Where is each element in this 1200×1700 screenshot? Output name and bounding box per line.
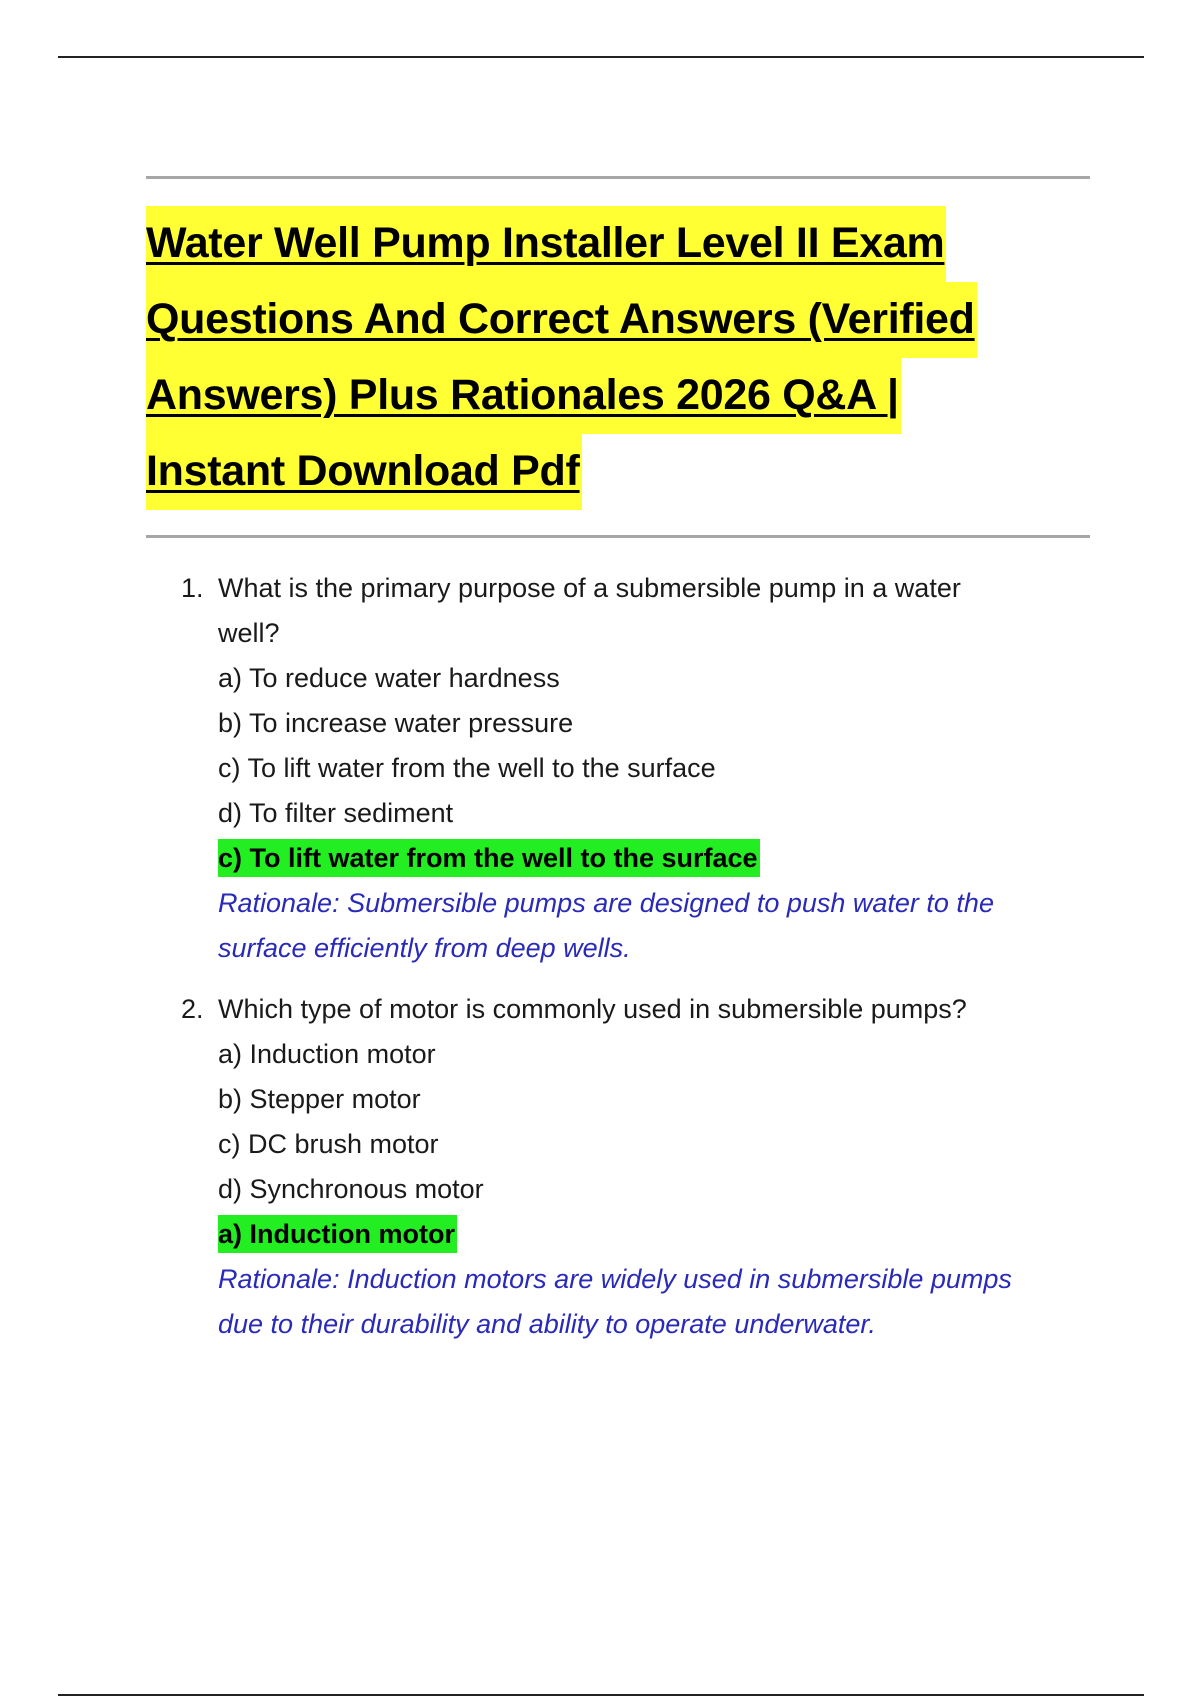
question-body bbox=[218, 566, 1098, 971]
page-footer-rule bbox=[58, 1694, 1144, 1696]
correct-answer: a) Induction motor bbox=[218, 1215, 457, 1253]
rationale-line: due to their durability and ability to operate underwater. bbox=[218, 1309, 876, 1339]
title-line: Instant Download Pdf bbox=[146, 434, 582, 510]
rationale-line: surface efficiently from deep wells. bbox=[218, 933, 631, 963]
rationale-line: Rationale: Submersible pumps are designed to push water to the bbox=[218, 888, 994, 918]
question-list bbox=[0, 566, 1200, 1363]
question-text-line: Which type of motor is commonly used in submersible pumps? bbox=[218, 994, 967, 1024]
page-header-rule bbox=[58, 56, 1144, 58]
question-text-line: well? bbox=[218, 618, 280, 648]
title-line: Answers) Plus Rationales 2026 Q&A | bbox=[146, 358, 901, 434]
question-text-line: What is the primary purpose of a submersible pump in a water bbox=[218, 573, 961, 603]
answer-option: b) Stepper motor bbox=[218, 1084, 421, 1114]
answer-option: c) DC brush motor bbox=[218, 1129, 439, 1159]
title-line: Questions And Correct Answers (Verified bbox=[146, 282, 977, 358]
question-number: 2. bbox=[181, 994, 204, 1024]
title-top-rule bbox=[146, 176, 1090, 179]
answer-option: c) To lift water from the well to the surface bbox=[218, 753, 716, 783]
correct-answer: c) To lift water from the well to the surface bbox=[218, 839, 760, 877]
question-number: 1. bbox=[181, 573, 204, 603]
answer-option: a) To reduce water hardness bbox=[218, 663, 560, 693]
answer-option: b) To increase water pressure bbox=[218, 708, 574, 738]
answer-option: d) Synchronous motor bbox=[218, 1174, 484, 1204]
document-title bbox=[146, 206, 1106, 510]
question-item bbox=[0, 566, 1200, 971]
title-line: Water Well Pump Installer Level II Exam bbox=[146, 206, 946, 282]
answer-option: a) Induction motor bbox=[218, 1039, 436, 1069]
question-body bbox=[218, 987, 1098, 1347]
question-item bbox=[0, 987, 1200, 1347]
rationale-line: Rationale: Induction motors are widely used in submersible pumps bbox=[218, 1264, 1012, 1294]
answer-option: d) To filter sediment bbox=[218, 798, 454, 828]
title-bottom-rule bbox=[146, 535, 1090, 538]
